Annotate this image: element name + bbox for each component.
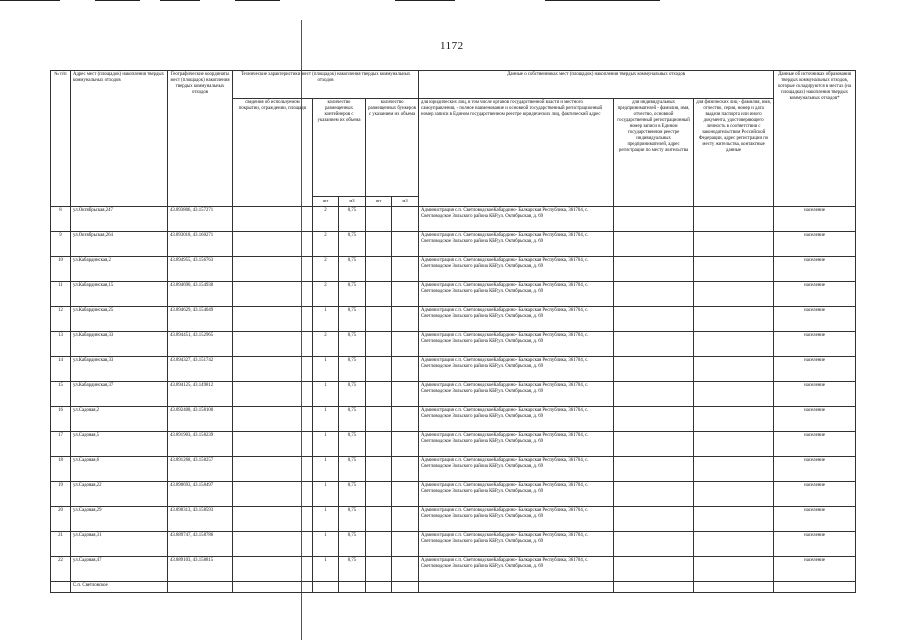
row-source: население: [774, 282, 856, 307]
row-bunker-volume: [392, 532, 419, 557]
row-coords: 43.890313, 43.158593: [168, 507, 233, 532]
scan-mark-top-5: [395, 0, 455, 1]
row-owner-legal: Администрация с.п. СветловодскоеКабардино- Балкарская Республика, 361704, с. Светловодское Зольского района КБР,ул. Октябрьская, д. 69: [419, 257, 614, 282]
row-num: 9: [51, 232, 71, 257]
header-tech-group: Технические характеристики мест (площадок) накопления твердых коммунальных отходов: [233, 71, 419, 99]
row-container-count: 1: [313, 557, 339, 582]
row-owner-individual: [694, 257, 774, 282]
row-source: население: [774, 257, 856, 282]
row-address: ул.Кабардинская,2: [71, 257, 168, 282]
row-container-count: 2: [313, 332, 339, 357]
header-owner-ip: для индивидуальных предпринимателей - фамилия, имя, отчество, основной государственный регистрационный номер записи в Едином государственном реестре индивидуальных предпринимателей, адрес регистрации по месту жительства: [614, 99, 694, 207]
row-owner-ip: [614, 457, 694, 482]
row-bunker-count: [366, 307, 392, 332]
waste-sites-registry-table: [50, 70, 856, 593]
row-bunker-volume: [392, 257, 419, 282]
row-bunker-count: [366, 557, 392, 582]
table-row: [51, 407, 856, 432]
row-source: население: [774, 357, 856, 382]
header-sources: Данные об источниках образования твердых коммунальных отходов, которые складируются в местах (на площадках) накопления твердых коммунальных отходов*: [774, 71, 856, 207]
row-coverage: [233, 432, 313, 457]
row-bunker-count: [366, 432, 392, 457]
row-owner-legal: Администрация с.п. СветловодскоеКабардино- Балкарская Республика, 361704, с. Светловодское Зольского района КБР,ул. Октябрьская, д. 69: [419, 482, 614, 507]
row-owner-legal: Администрация с.п. СветловодскоеКабардино- Балкарская Республика, 361704, с. Светловодское Зольского района КБР,ул. Октябрьская, д. 69: [419, 307, 614, 332]
row-coverage: [233, 557, 313, 582]
row-owner-ip: [614, 507, 694, 532]
row-owner-legal: Администрация с.п. СветловодскоеКабардино- Балкарская Республика, 361704, с. Светловодское Зольского района КБР,ул. Октябрьская, д. 69: [419, 407, 614, 432]
row-container-volume: 0,75: [339, 307, 366, 332]
row-owner-individual: [694, 457, 774, 482]
row-bunker-count: [366, 382, 392, 407]
row-container-volume: 0,75: [339, 207, 366, 232]
row-address: ул.Садовая,2: [71, 407, 168, 432]
row-owner-individual: [694, 507, 774, 532]
row-owner-ip: [614, 307, 694, 332]
row-num: 18: [51, 457, 71, 482]
row-container-volume: 0,75: [339, 382, 366, 407]
row-bunker-volume: [392, 557, 419, 582]
row-owner-legal: Администрация с.п. СветловодскоеКабардино- Балкарская Республика, 361704, с. Светловодское Зольского района КБР,ул. Октябрьская, д. 69: [419, 382, 614, 407]
row-num: 22: [51, 557, 71, 582]
row-owner-ip: [614, 382, 694, 407]
header-bunkers: количество размещенных бункеров с указанием их объема: [366, 99, 419, 197]
row-owner-legal: Администрация с.п. СветловодскоеКабардино- Балкарская Республика, 361704, с. Светловодское Зольского района КБР,ул. Октябрьская, д. 69: [419, 357, 614, 382]
table-row: [51, 557, 856, 582]
row-container-count: 1: [313, 507, 339, 532]
header-containers: количество размещенных контейнеров с указанием их объема: [313, 99, 366, 197]
row-address: ул.Садовая,5: [71, 432, 168, 457]
page-number: 1172: [440, 40, 464, 52]
row-owner-individual: [694, 407, 774, 432]
header-address: Адрес мест (площадок) накопления твердых коммунальных отходов: [71, 71, 168, 207]
row-owner-legal: Администрация с.п. СветловодскоеКабардино- Балкарская Республика, 361704, с. Светловодское Зольского района КБР,ул. Октябрьская, д. 69: [419, 507, 614, 532]
row-coords: 43.894327, 43.151742: [168, 357, 233, 382]
row-coords: 43.891268, 43.158257: [168, 457, 233, 482]
row-coords: 43.891903, 43.158239: [168, 432, 233, 457]
row-owner-legal: Администрация с.п. СветловодскоеКабардино- Балкарская Республика, 361704, с. Светловодское Зольского района КБР,ул. Октябрьская, д. 69: [419, 282, 614, 307]
row-owner-individual: [694, 357, 774, 382]
row-source: население: [774, 407, 856, 432]
row-address: ул.Садовая,31: [71, 532, 168, 557]
row-source: население: [774, 482, 856, 507]
row-coords: 43.890693, 43.158497: [168, 482, 233, 507]
row-source: население: [774, 432, 856, 457]
row-bunker-volume: [392, 382, 419, 407]
row-coverage: [233, 382, 313, 407]
row-source: население: [774, 232, 856, 257]
table-row: [51, 332, 856, 357]
row-address: ул.Садовая,29: [71, 507, 168, 532]
row-coords: 43.894125, 43.149812: [168, 382, 233, 407]
row-container-volume: 0,75: [339, 407, 366, 432]
row-num: 17: [51, 432, 71, 457]
scan-mark-top-1: [0, 0, 60, 1]
row-num: 14: [51, 357, 71, 382]
row-address: ул.Садовая,47: [71, 557, 168, 582]
table-row: [51, 282, 856, 307]
row-bunker-count: [366, 482, 392, 507]
row-owner-ip: [614, 432, 694, 457]
row-coords: 43.893806, 43.157271: [168, 207, 233, 232]
row-coverage: [233, 532, 313, 557]
row-container-volume: 0,75: [339, 532, 366, 557]
row-coverage: [233, 407, 313, 432]
header-coords: Географические координаты мест (площадок) накопления твердых коммунальных отходов: [168, 71, 233, 207]
row-bunker-volume: [392, 232, 419, 257]
row-num: 20: [51, 507, 71, 532]
row-container-count: 1: [313, 457, 339, 482]
table-row: [51, 482, 856, 507]
row-bunker-volume: [392, 332, 419, 357]
row-num: 11: [51, 282, 71, 307]
row-owner-ip: [614, 257, 694, 282]
row-container-volume: 0,75: [339, 232, 366, 257]
unit-bunkers-m3: м3: [392, 197, 419, 207]
row-container-count: 1: [313, 482, 339, 507]
row-owner-individual: [694, 482, 774, 507]
row-owner-ip: [614, 207, 694, 232]
table-row: [51, 532, 856, 557]
row-container-volume: 0,75: [339, 432, 366, 457]
row-source: население: [774, 557, 856, 582]
row-coords: 43.889747, 43.158786: [168, 532, 233, 557]
row-coords: 43.893018, 43.160271: [168, 232, 233, 257]
row-bunker-count: [366, 332, 392, 357]
row-address: ул.Кабардинская,25: [71, 307, 168, 332]
row-container-count: 2: [313, 282, 339, 307]
row-coords: 43.889103, 43.158815: [168, 557, 233, 582]
row-coverage: [233, 332, 313, 357]
row-owner-legal: Администрация с.п. СветловодскоеКабардино- Балкарская Республика, 361704, с. Светловодское Зольского района КБР,ул. Октябрьская, д. 69: [419, 232, 614, 257]
row-coords: 43.892408, 43.158100: [168, 407, 233, 432]
row-container-volume: 0,75: [339, 482, 366, 507]
row-owner-individual: [694, 282, 774, 307]
row-container-count: 1: [313, 307, 339, 332]
row-source: население: [774, 457, 856, 482]
table-row: [51, 432, 856, 457]
header-owner-individual: для физических лиц - фамилия, имя, отчество, серия, номер и дата выдачи паспорта или иного документа, удостоверяющего личность в соответствии с законодательством Российской Федерации, адрес регистрации по месту жительства, контактные данные: [694, 99, 774, 207]
table-body: [51, 207, 856, 582]
row-container-volume: 0,75: [339, 332, 366, 357]
row-container-count: 1: [313, 532, 339, 557]
row-coverage: [233, 232, 313, 257]
table-row: [51, 357, 856, 382]
row-num: 19: [51, 482, 71, 507]
row-owner-individual: [694, 557, 774, 582]
footer-empty-cell: [51, 582, 71, 593]
row-coverage: [233, 357, 313, 382]
row-owner-ip: [614, 482, 694, 507]
header-owner-legal: для юридических лиц, в том числе органов государственной власти и местного самоуправления, - полное наименование и основной государственный регистрационный номер записи в Едином государственном реестре юридических лиц, фактический адрес: [419, 99, 614, 207]
table-row: [51, 207, 856, 232]
row-bunker-count: [366, 232, 392, 257]
row-bunker-volume: [392, 457, 419, 482]
table-row: [51, 232, 856, 257]
scan-mark-top-2: [95, 0, 140, 1]
row-address: ул.Кабардинская,37: [71, 382, 168, 407]
row-bunker-count: [366, 207, 392, 232]
row-bunker-count: [366, 357, 392, 382]
row-container-volume: 0,75: [339, 557, 366, 582]
row-owner-legal: Администрация с.п. СветловодскоеКабардино- Балкарская Республика, 361704, с. Светловодское Зольского района КБР,ул. Октябрьская, д. 69: [419, 557, 614, 582]
row-source: население: [774, 507, 856, 532]
row-bunker-count: [366, 457, 392, 482]
scan-mark-top-6: [545, 0, 660, 1]
scan-mark-top-4: [235, 0, 280, 1]
row-coverage: [233, 457, 313, 482]
row-num: 10: [51, 257, 71, 282]
row-owner-legal: Администрация с.п. СветловодскоеКабардино- Балкарская Республика, 361704, с. Светловодское Зольского района КБР,ул. Октябрьская, д. 69: [419, 207, 614, 232]
row-coverage: [233, 507, 313, 532]
row-coverage: [233, 482, 313, 507]
row-owner-ip: [614, 232, 694, 257]
row-bunker-volume: [392, 207, 419, 232]
unit-containers-sht: шт: [313, 197, 339, 207]
row-source: население: [774, 307, 856, 332]
row-address: ул.Кабардинская,33: [71, 332, 168, 357]
row-container-count: 1: [313, 432, 339, 457]
unit-bunkers-sht: шт: [366, 197, 392, 207]
row-address: ул.Кабардинская,15: [71, 282, 168, 307]
row-coords: 43.894690, 43.154930: [168, 282, 233, 307]
row-owner-individual: [694, 207, 774, 232]
row-owner-ip: [614, 357, 694, 382]
row-bunker-volume: [392, 357, 419, 382]
table-row: [51, 457, 856, 482]
scan-mark-top-3: [160, 0, 200, 1]
row-owner-ip: [614, 407, 694, 432]
row-owner-individual: [694, 432, 774, 457]
row-owner-legal: Администрация с.п. СветловодскоеКабардино- Балкарская Республика, 361704, с. Светловодское Зольского района КБР,ул. Октябрьская, д. 69: [419, 457, 614, 482]
row-bunker-volume: [392, 432, 419, 457]
row-bunker-volume: [392, 407, 419, 432]
row-container-count: 2: [313, 257, 339, 282]
row-bunker-volume: [392, 307, 419, 332]
row-owner-legal: Администрация с.п. СветловодскоеКабардино- Балкарская Республика, 361704, с. Светловодское Зольского района КБР,ул. Октябрьская, д. 69: [419, 332, 614, 357]
row-container-volume: 0,75: [339, 357, 366, 382]
row-source: население: [774, 207, 856, 232]
row-owner-ip: [614, 282, 694, 307]
row-address: ул.Октябрьская,264: [71, 232, 168, 257]
row-coverage: [233, 257, 313, 282]
header-coverage: сведения об используемом покрытии, ограждении, площади: [233, 99, 313, 207]
row-bunker-volume: [392, 282, 419, 307]
row-owner-ip: [614, 532, 694, 557]
row-bunker-volume: [392, 507, 419, 532]
row-source: население: [774, 532, 856, 557]
header-owner-group: Данные о собственниках мест (площадок) накопления твердых коммунальных отходов: [419, 71, 774, 99]
row-bunker-volume: [392, 482, 419, 507]
row-num: 8: [51, 207, 71, 232]
row-container-count: 1: [313, 407, 339, 432]
row-owner-individual: [694, 307, 774, 332]
row-num: 16: [51, 407, 71, 432]
table-row: [51, 307, 856, 332]
row-container-volume: 0,75: [339, 507, 366, 532]
row-owner-individual: [694, 382, 774, 407]
row-container-volume: 0,75: [339, 282, 366, 307]
row-owner-ip: [614, 332, 694, 357]
row-container-count: 1: [313, 382, 339, 407]
row-container-volume: 0,75: [339, 457, 366, 482]
row-container-volume: 0,75: [339, 257, 366, 282]
row-source: население: [774, 332, 856, 357]
row-bunker-count: [366, 257, 392, 282]
header-num: № п/п: [51, 71, 71, 207]
row-bunker-count: [366, 507, 392, 532]
row-owner-individual: [694, 532, 774, 557]
row-coverage: [233, 307, 313, 332]
row-coords: 43.894451, 43.152965: [168, 332, 233, 357]
row-address: ул.Кабардинская,33: [71, 357, 168, 382]
row-container-count: 2: [313, 232, 339, 257]
row-bunker-count: [366, 407, 392, 432]
row-num: 12: [51, 307, 71, 332]
row-owner-legal: Администрация с.п. СветловодскоеКабардино- Балкарская Республика, 361704, с. Светловодское Зольского района КБР,ул. Октябрьская, д. 69: [419, 532, 614, 557]
row-owner-legal: Администрация с.п. СветловодскоеКабардино- Балкарская Республика, 361704, с. Светловодское Зольского района КБР,ул. Октябрьская, д. 69: [419, 432, 614, 457]
row-num: 21: [51, 532, 71, 557]
row-bunker-count: [366, 532, 392, 557]
row-num: 13: [51, 332, 71, 357]
row-owner-individual: [694, 332, 774, 357]
row-container-count: 2: [313, 207, 339, 232]
row-address: ул.Садовая,22: [71, 482, 168, 507]
table-row: [51, 382, 856, 407]
row-owner-individual: [694, 232, 774, 257]
row-address: ул.Садовая,6: [71, 457, 168, 482]
row-coverage: [233, 282, 313, 307]
row-coverage: [233, 207, 313, 232]
footer-settlement-label: С.п. Светловское: [71, 582, 168, 593]
table-row: [51, 257, 856, 282]
row-coords: 43.894955, 43.156763: [168, 257, 233, 282]
row-bunker-count: [366, 282, 392, 307]
row-source: население: [774, 382, 856, 407]
row-address: ул.Октябрьская,247: [71, 207, 168, 232]
row-num: 15: [51, 382, 71, 407]
row-coords: 43.894629, 43.154049: [168, 307, 233, 332]
row-owner-ip: [614, 557, 694, 582]
unit-containers-m3: м3: [339, 197, 366, 207]
table-row: [51, 507, 856, 532]
row-container-count: 1: [313, 357, 339, 382]
